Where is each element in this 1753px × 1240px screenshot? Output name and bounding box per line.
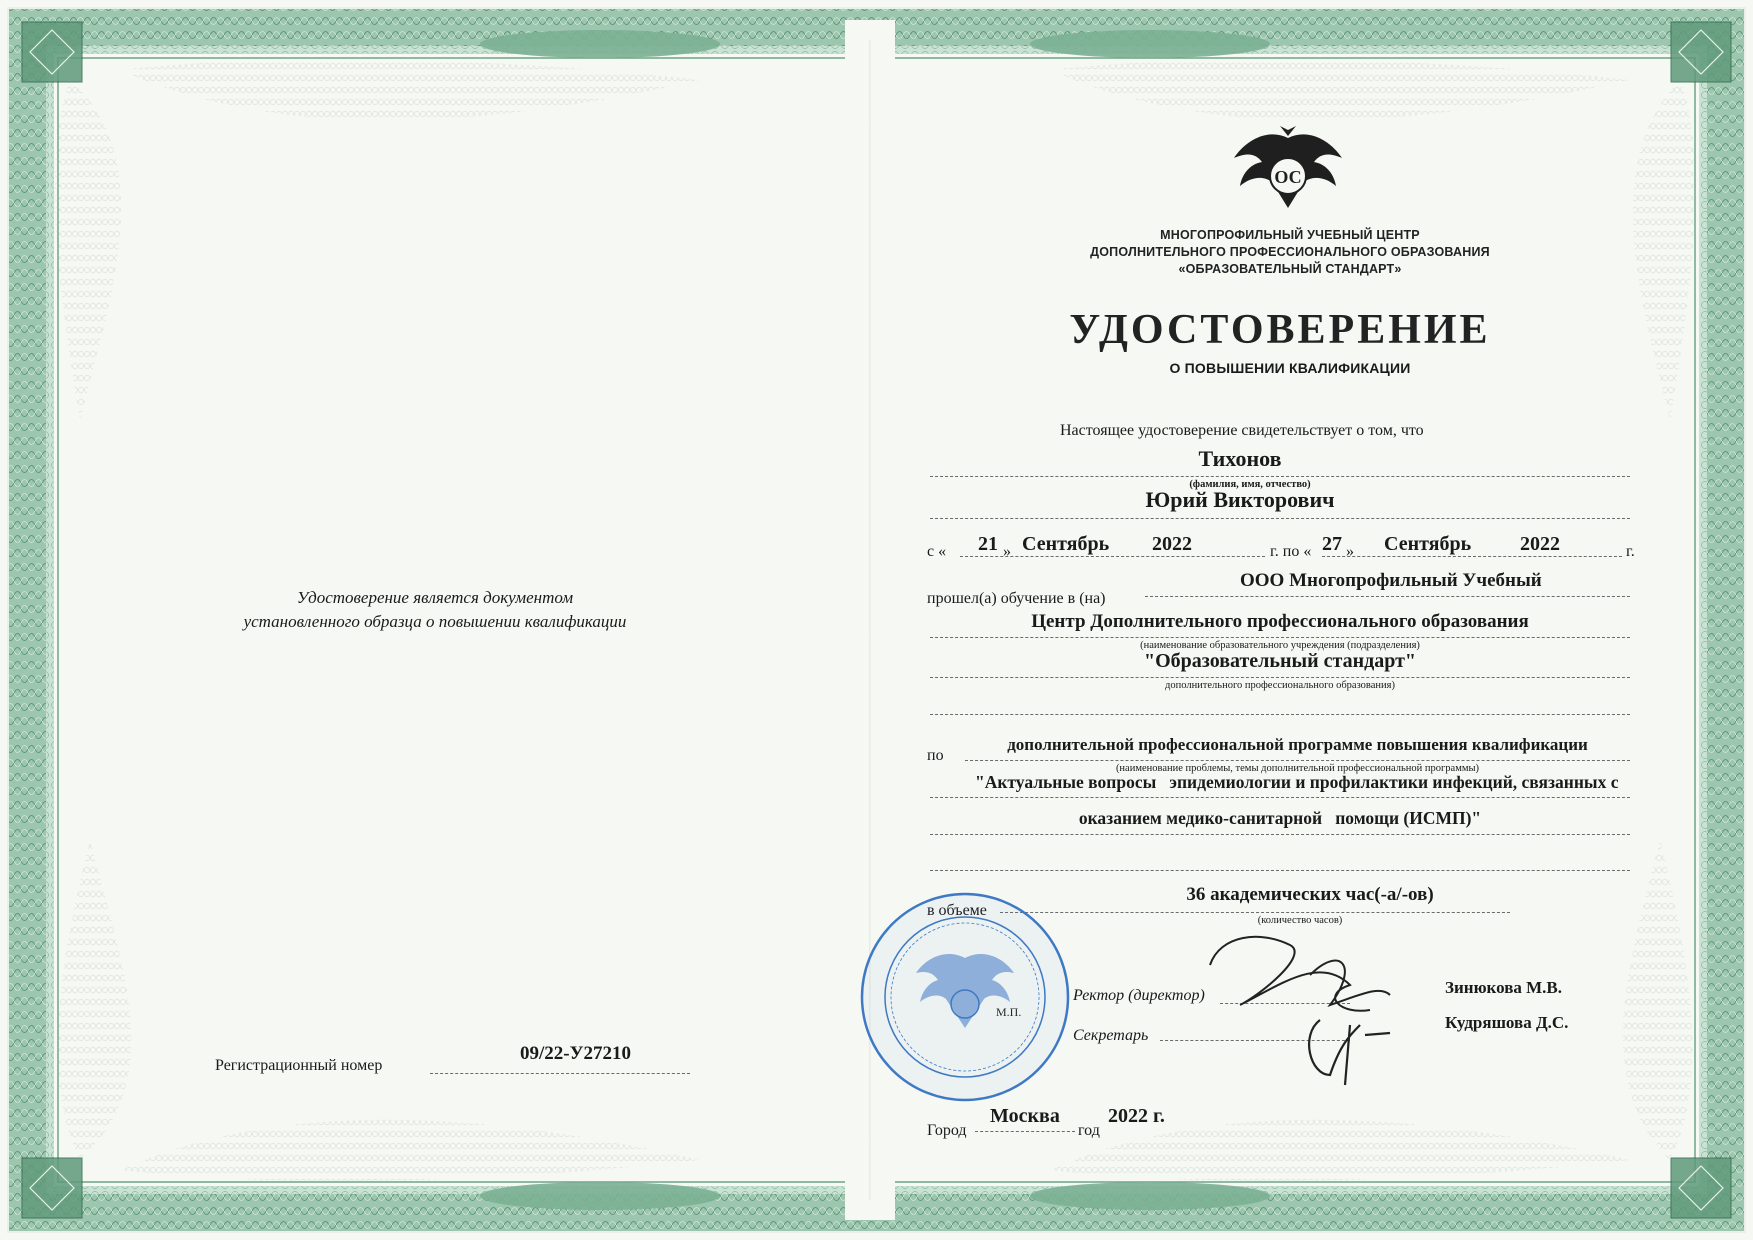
emblem-letters: ОС [1274, 167, 1302, 187]
reg-line [430, 1073, 690, 1074]
signatures-drawing [1200, 925, 1400, 1090]
note-line-1: Удостоверение является документом [296, 588, 574, 607]
institution-caption-2: дополнительного профессионального образования) [1165, 680, 1395, 691]
program-line-2: "Актуальные вопросы эпидемиологии и профилактики инфекций, связанных с [975, 772, 1619, 792]
hours: 36 академических час(-а/-ов) [1186, 884, 1434, 905]
org-line-1: МНОГОПРОФИЛЬНЫЙ УЧЕБНЫЙ ЦЕНТР [1160, 228, 1420, 242]
official-seal [856, 888, 1074, 1106]
org-line-2: ДОПОЛНИТЕЛЬНОГО ПРОФЕССИОНАЛЬНОГО ОБРАЗОВАНИЯ [1090, 245, 1490, 259]
date-from-prefix: с « [927, 543, 947, 560]
program-caption: (наименование проблемы, темы дополнительной профессиональной программы) [1115, 763, 1480, 774]
date-to-day: 27 [1322, 533, 1342, 555]
institution-line-3-rule [930, 677, 1630, 678]
date-from-month: Сентябрь [1022, 533, 1110, 555]
institution-caption-1: (наименование образовательного учреждения (подразделения) [1140, 640, 1420, 651]
date-to-close: » [1346, 543, 1354, 560]
surname: Тихонов [1198, 446, 1282, 471]
name-line [930, 518, 1630, 519]
year: 2022 г. [1108, 1105, 1165, 1127]
secretary-name: Кудряшова Д.С. [1445, 1013, 1569, 1032]
institution-line-2: Центр Дополнительного профессионального образования [1031, 611, 1529, 632]
date-from-year: 2022 [1152, 533, 1192, 555]
date-to-month: Сентябрь [1384, 533, 1472, 555]
studied-label: прошел(а) обучение в (на) [927, 590, 1106, 607]
intro-text: Настоящее удостоверение свидетельствует о том, что [1060, 422, 1424, 439]
program-line-2-rule [930, 797, 1630, 798]
institution-line-1: ООО Многопрофильный Учебный [1240, 570, 1542, 591]
blank-rule-2 [930, 870, 1630, 871]
institution-line-2-rule [930, 637, 1630, 638]
date-from-close: » [1003, 543, 1011, 560]
mp-label: М.П. [996, 1005, 1022, 1019]
document-subtitle: О ПОВЫШЕНИИ КВАЛИФИКАЦИИ [1169, 360, 1411, 376]
document-title: УДОСТОВЕРЕНИЕ [1069, 307, 1491, 353]
institution-line-3: "Образовательный стандарт" [1143, 650, 1417, 672]
program-line-1: дополнительной профессиональной программе повышения квалификации [1007, 735, 1588, 754]
program-line-1-rule [965, 760, 1630, 761]
note-line-2: установленного образца о повышении квалификации [243, 612, 627, 631]
program-line-3-rule [930, 834, 1630, 835]
date-to-year: 2022 [1520, 533, 1560, 555]
organization-header [1030, 227, 1550, 278]
rector-label: Ректор (директор) [1073, 987, 1205, 1004]
rector-name: Зинюкова М.В. [1445, 978, 1563, 997]
hours-caption: (количество часов) [1257, 915, 1343, 926]
date-to-prefix: г. по « [1270, 543, 1312, 560]
left-page-note [190, 586, 680, 634]
given-name: Юрий Викторович [1145, 487, 1335, 512]
surname-line [930, 476, 1630, 477]
blank-rule-1 [930, 714, 1630, 715]
date-suffix: г. [1626, 543, 1635, 560]
year-label: год [1078, 1122, 1100, 1139]
date-from-day: 21 [978, 533, 998, 555]
date-to-line [1322, 556, 1622, 557]
institution-line-1-rule [1145, 596, 1630, 597]
program-line-3: оказанием медико-санитарной помощи (ИСМП)" [1078, 808, 1482, 828]
secretary-label: Секретарь [1073, 1027, 1149, 1044]
reg-number: 09/22-У27210 [520, 1043, 632, 1064]
city: Москва [990, 1105, 1060, 1127]
hours-rule [1000, 912, 1510, 913]
fio-caption: (фамилия, имя, отчество) [1189, 479, 1311, 490]
reg-label: Регистрационный номер [215, 1057, 383, 1074]
date-from-line [960, 556, 1265, 557]
eagle-emblem-icon [1228, 118, 1348, 218]
po-label: по [927, 747, 944, 764]
org-line-3: «ОБРАЗОВАТЕЛЬНЫЙ СТАНДАРТ» [1178, 262, 1402, 276]
city-rule [975, 1131, 1075, 1132]
city-label: Город [927, 1122, 967, 1139]
